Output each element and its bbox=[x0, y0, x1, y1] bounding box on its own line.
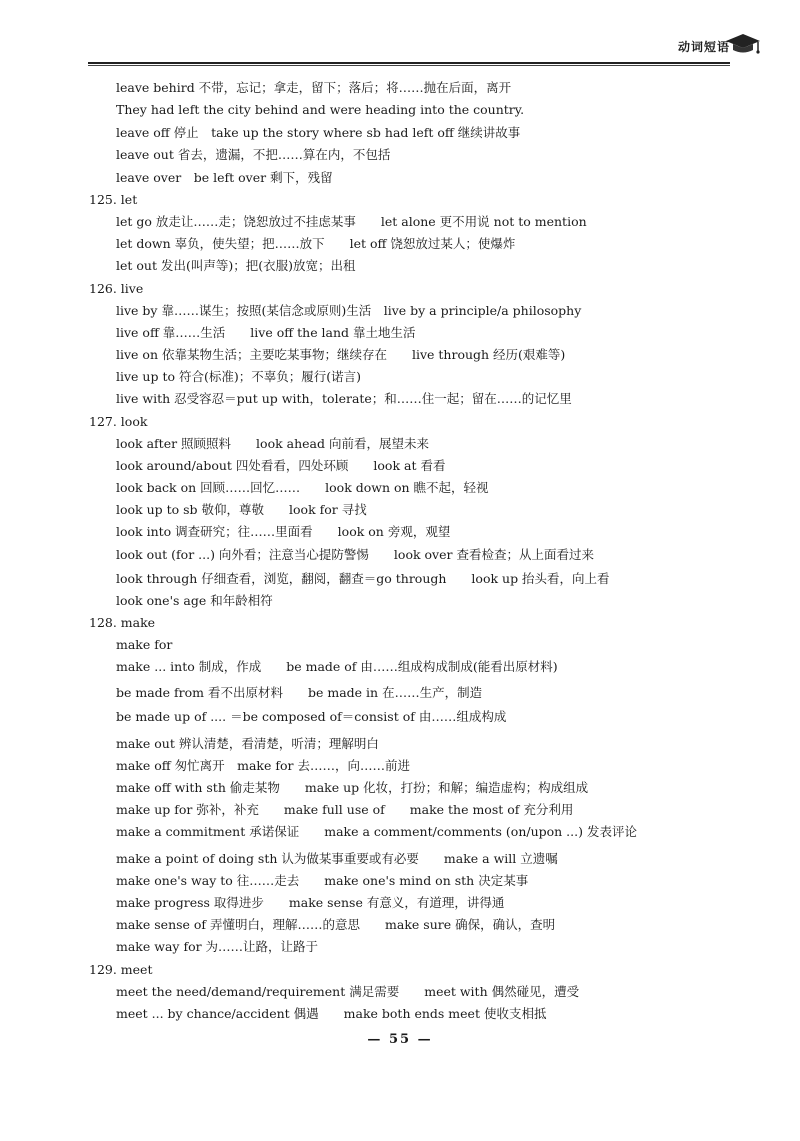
text-line: make off 匆忙离开 make for 去……，向……前进 bbox=[116, 758, 410, 773]
text-line: let down 辜负，使失望；把……放下 let off 饶恕放过某人；使爆炸 bbox=[116, 236, 516, 251]
text-line: be made up of .... ＝be composed of＝consist of 由……组成构成 bbox=[116, 709, 507, 724]
text-line: leave off 停止 take up the story where sb had left off 继续讲故事 bbox=[116, 125, 521, 140]
entry-heading: 126. live bbox=[89, 281, 144, 296]
text-line: look out (for ...) 向外看；注意当心提防警惕 look over 查看检查；从上面看过来 bbox=[116, 547, 594, 562]
text-line: let go 放走让……走；饶恕放过不挂虑某事 let alone 更不用说 not to mention bbox=[116, 214, 587, 229]
entry-heading: 129. meet bbox=[89, 962, 153, 977]
text-line: live with 忍受容忍＝put up with，tolerate；和……住一起；留在……的记忆里 bbox=[116, 391, 572, 406]
entry-heading: 127. look bbox=[89, 414, 148, 429]
text-line: look one's age 和年龄相符 bbox=[116, 593, 273, 608]
text-line: let out 发出(叫声等)；把(衣服)放宽；出租 bbox=[116, 258, 356, 273]
text-line: live up to 符合(标准)；不辜负；履行(诺言) bbox=[116, 369, 361, 384]
text-line: make ... into 制成，作成 be made of 由……组成构成制成(能看出原材料) bbox=[116, 659, 558, 674]
text-line: be made from 看不出原材料 be made in 在……生产，制造 bbox=[116, 685, 483, 700]
text-line: leave over be left over 剩下，残留 bbox=[116, 170, 333, 185]
text-line: make sense of 弄懂明白，理解……的意思 make sure 确保，确认，查明 bbox=[116, 917, 556, 932]
text-line: look up to sb 敬仰，尊敬 look for 寻找 bbox=[116, 502, 367, 517]
text-line: look around/about 四处看看，四处环顾 look at 看看 bbox=[116, 458, 446, 473]
text-line: meet the need/demand/requirement 满足需要 meet with 偶然碰见，遭受 bbox=[116, 984, 580, 999]
text-line: make a commitment 承诺保证 make a comment/comments (on/upon ...) 发表评论 bbox=[116, 824, 637, 839]
graduation-cap-icon bbox=[724, 30, 762, 56]
text-line: make up for 弥补，补充 make full use of make the most of 充分利用 bbox=[116, 802, 574, 817]
text-line: make out 辨认清楚，看清楚，听清；理解明白 bbox=[116, 736, 379, 751]
text-line: make way for 为……让路，让路于 bbox=[116, 939, 319, 954]
text-line: live on 依靠某物生活；主要吃某事物；继续存在 live through 经历(艰难等) bbox=[116, 347, 566, 362]
text-line: make off with sth 偷走某物 make up 化妆，打扮；和解；编造虚构；构成组成 bbox=[116, 780, 589, 795]
text-line: make one's way to 往……走去 make one's mind on sth 决定某事 bbox=[116, 873, 529, 888]
text-line: make a point of doing sth 认为做某事重要或有必要 make a will 立遗嘱 bbox=[116, 851, 558, 866]
text-line: leave out 省去，遗漏，不把……算在内，不包括 bbox=[116, 147, 391, 162]
header-rule-thin bbox=[88, 65, 730, 66]
text-line: look back on 回顾……回忆…… look down on 瞧不起，轻视 bbox=[116, 480, 489, 495]
text-line: look through 仔细查看，浏览，翻阅，翻查＝go through look up 抬头看，向上看 bbox=[116, 571, 610, 586]
text-line: live off 靠……生活 live off the land 靠土地生活 bbox=[116, 325, 416, 340]
entry-heading: 125. let bbox=[89, 192, 138, 207]
text-line: meet ... by chance/accident 偶遇 make both ends meet 使收支相抵 bbox=[116, 1006, 547, 1021]
page-number: — 55 — bbox=[367, 1032, 433, 1047]
text-line: look after 照顾照料 look ahead 向前看，展望未来 bbox=[116, 436, 429, 451]
text-line: leave behird 不带，忘记；拿走，留下；落后；将……抛在后面，离开 bbox=[116, 80, 512, 95]
text-line: make progress 取得进步 make sense 有意义，有道理，讲得通 bbox=[116, 895, 505, 910]
text-line: make for bbox=[116, 637, 173, 652]
text-line: look into 调查研究；往……里面看 look on 旁观，观望 bbox=[116, 524, 451, 539]
header-rule bbox=[88, 62, 730, 64]
header-title: 动词短语 bbox=[677, 40, 730, 54]
page-number-value: 55 bbox=[388, 1032, 412, 1047]
text-line: They had left the city behind and were heading into the country. bbox=[116, 102, 525, 117]
entry-heading: 128. make bbox=[89, 615, 156, 630]
text-line: live by 靠……谋生；按照(某信念或原则)生活 live by a principle/a philosophy bbox=[116, 303, 582, 318]
